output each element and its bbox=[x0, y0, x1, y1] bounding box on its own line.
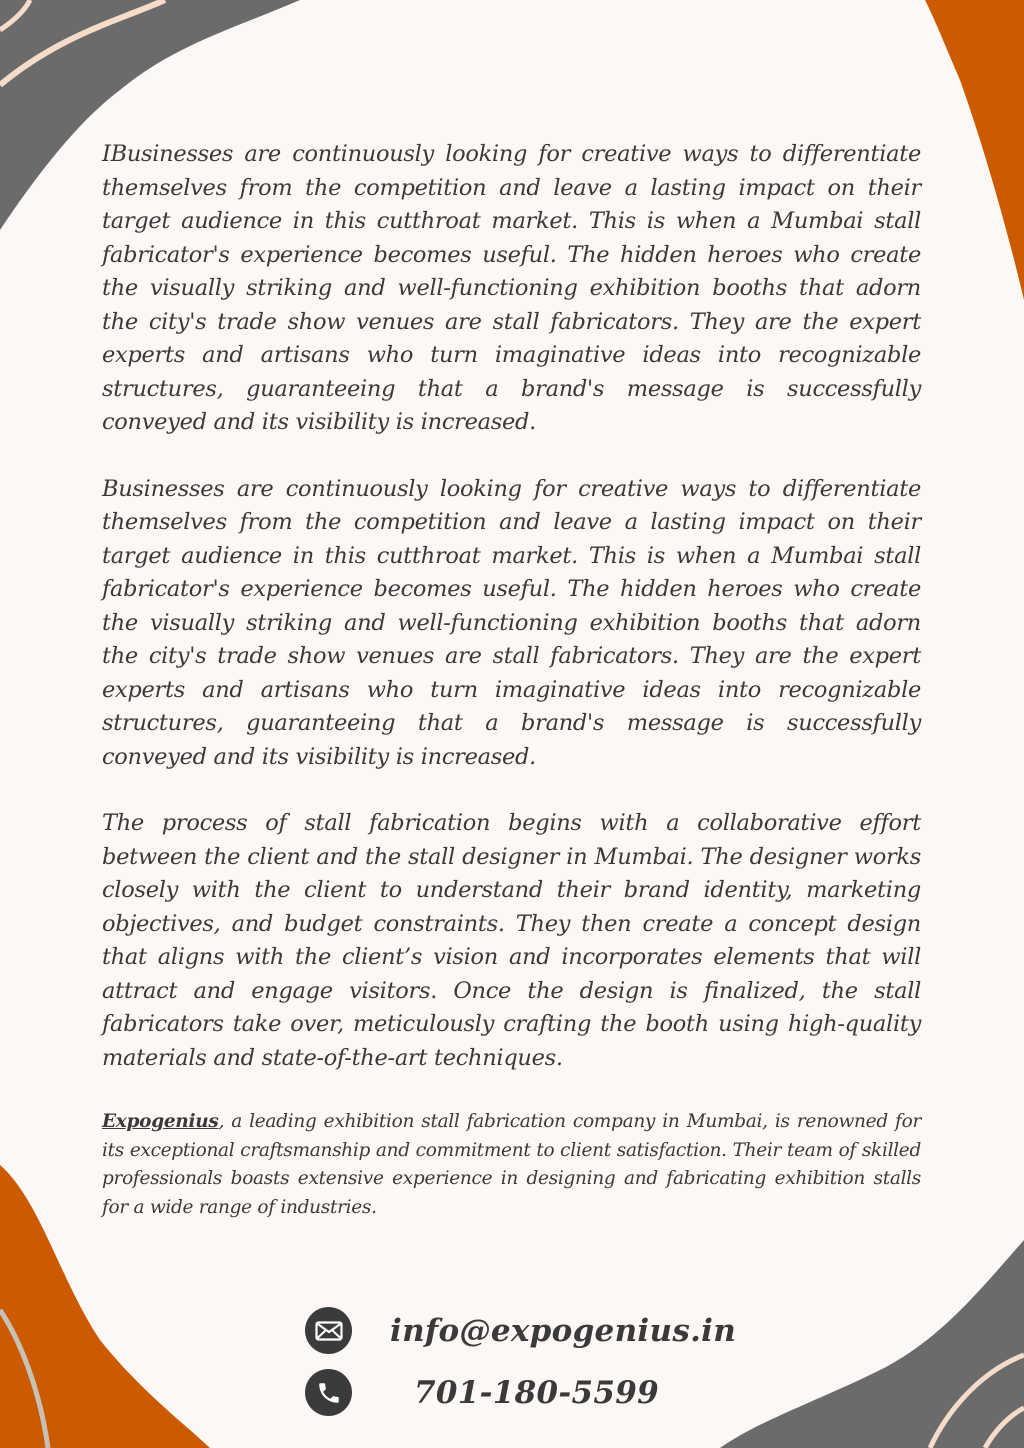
top-right-orange-blob bbox=[925, 0, 1024, 300]
paragraph-repeat: Businesses are continuously looking for creative ways to differentiate themselves from the competition and leave a lasting impact on their target audience in this cutthroat market. This is when a Mumbai stall fabricator's experience becomes useful. The hidden heroes who create the visually striking and well-functioning exhibition booths that adorn the city's trade show venues are stall fabricators. They are the expert experts and artisans who turn imaginative ideas into recognizable structures, guaranteeing that a brand's message is successfully conveyed and its visibility is increased. bbox=[102, 475, 921, 770]
contact-phone-row bbox=[305, 1369, 659, 1416]
company-paragraph bbox=[102, 1108, 921, 1222]
contact-email-row bbox=[305, 1307, 736, 1354]
company-description: , a leading exhibition stall fabrication company in Mumbai, is renowned for its exceptional craftsmanship and commitment to client satisfaction. Their team of skilled professionals boasts extensive experience in designing and fabricating exhibition stalls for a wide range of industries. bbox=[102, 1111, 921, 1218]
company-link[interactable]: Expogenius bbox=[102, 1111, 219, 1132]
phone-icon bbox=[305, 1369, 352, 1416]
phone-number[interactable]: 701-180-5599 bbox=[414, 1374, 660, 1411]
bottom-right-gray-blob bbox=[720, 1240, 1024, 1448]
envelope-icon bbox=[305, 1307, 352, 1354]
paragraph-intro: IBusinesses are continuously looking for creative ways to differentiate themselves from the competition and leave a lasting impact on their target audience in this cutthroat market. This is when a Mumbai stall fabricator's experience becomes useful. The hidden heroes who create the visually striking and well-functioning exhibition booths that adorn the city's trade show venues are stall fabricators. They are the expert experts and artisans who turn imaginative ideas into recognizable structures, guaranteeing that a brand's message is successfully conveyed and its visibility is increased. bbox=[102, 141, 921, 435]
email-link[interactable]: info@expogenius.in bbox=[390, 1312, 737, 1349]
paragraph-process: The process of stall fabrication begins with a collaborative effort between the client and the stall designer in Mumbai. The designer works closely with the client to understand their brand identity, marketing objectives, and budget constraints. They then create a concept design that aligns with the client’s vision and incorporates elements that will attract and engage visitors. Once the design is finalized, the stall fabricators take over, meticulously crafting the booth using high-quality materials and state-of-the-art techniques. bbox=[102, 810, 921, 1071]
document-body bbox=[102, 138, 921, 1255]
